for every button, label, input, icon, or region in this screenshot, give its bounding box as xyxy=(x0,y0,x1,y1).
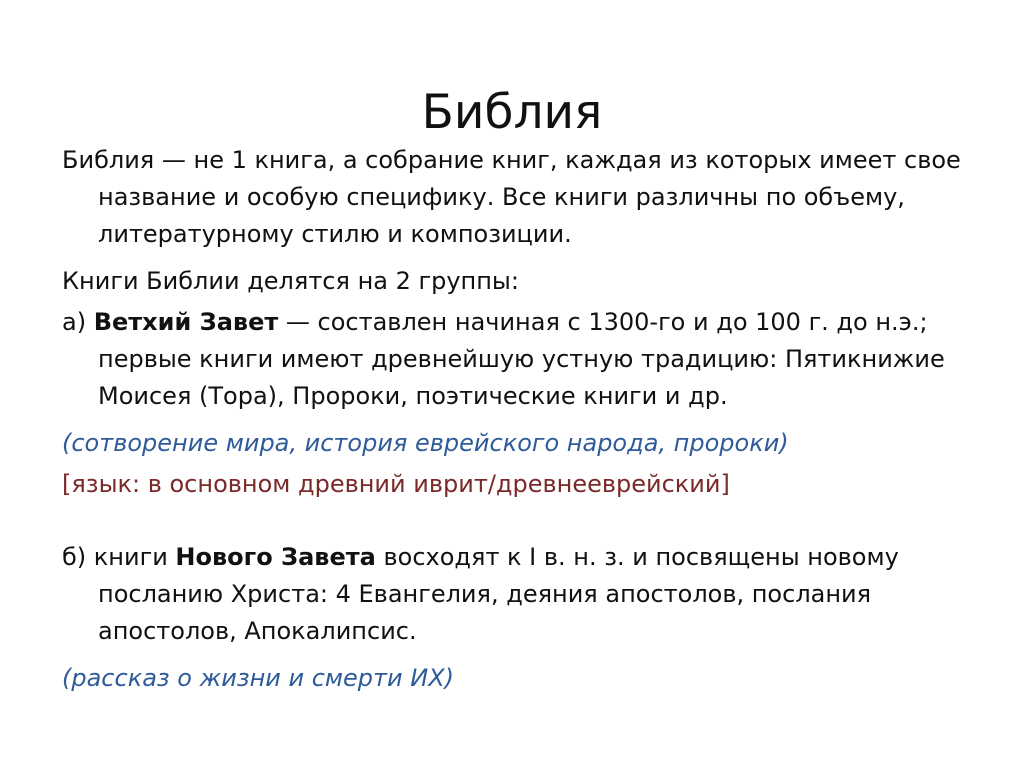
old-testament-content-note: (сотворение мира, история еврейского народа, пророки) xyxy=(62,429,789,457)
slide-body xyxy=(62,142,962,701)
new-testament-term: Нового Завета xyxy=(175,543,376,571)
new-testament-prefix: б) книги xyxy=(62,543,176,571)
groups-intro: Книги Библии делятся на 2 группы: xyxy=(62,267,519,295)
old-testament-language-note: [язык: в основном древний иврит/древнееврейский] xyxy=(62,470,730,498)
old-testament-term: Ветхий Завет xyxy=(93,308,279,336)
new-testament-content-note: (рассказ о жизни и смерти ИХ) xyxy=(62,664,454,692)
slide-title: Библия xyxy=(421,85,603,141)
new-testament-description: восходят к I в. н. з. и посвящены новому посланию Христа: 4 Евангелия, деяния апостолов, послания апостолов, Апокалипсис. xyxy=(98,543,899,645)
old-testament-paragraph xyxy=(62,304,962,415)
new-testament-paragraph xyxy=(62,539,962,650)
old-testament-prefix: а) xyxy=(62,308,94,336)
intro-paragraph: Библия — не 1 книга, а собрание книг, каждая из которых имеет свое название и особую специфику. Все книги различны по объему, литературному стилю и композиции. xyxy=(62,146,961,248)
old-testament-description: — составлен начиная с 1300-го и до 100 г. до н.э.; первые книги имеют древнейшую устную традицию: Пятикнижие Моисея (Тора), Пророки, поэтические книги и др. xyxy=(98,308,945,410)
